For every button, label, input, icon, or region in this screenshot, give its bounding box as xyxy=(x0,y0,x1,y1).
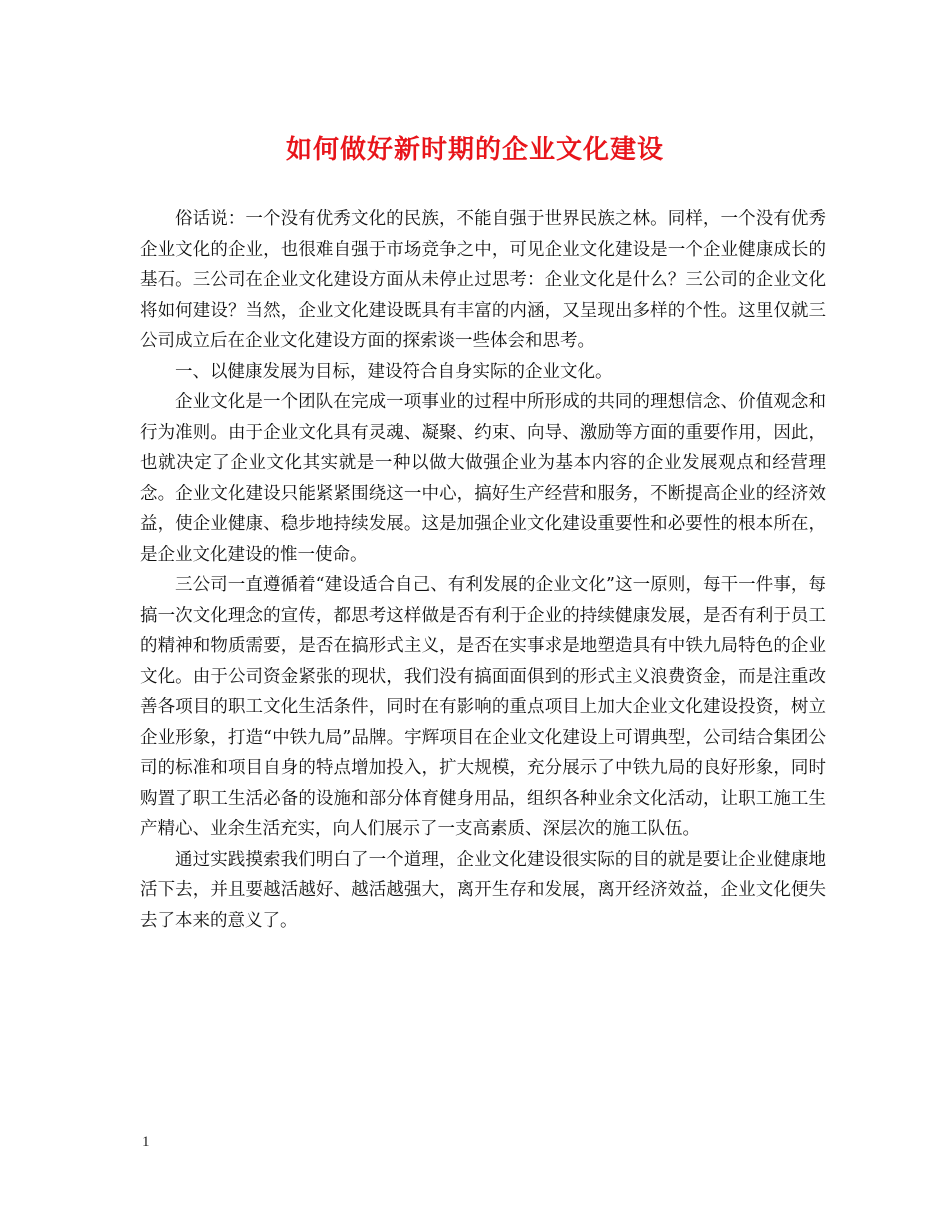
paragraph-intro: 俗话说：一个没有优秀文化的民族，不能自强于世界民族之林。同样，一个没有优秀企业文化的企业，也很难自强于市场竞争之中，可见企业文化建设是一个企业健康成长的基石。三公司在企业文化建设方面从未停止过思考：企业文化是什么？三公司的企业文化将如何建设？当然，企业文化建设既具有丰富的内涵，又呈现出多样的个性。这里仅就三公司成立后在企业文化建设方面的探索谈一些体会和思考。 xyxy=(140,209,826,351)
page-number: 1 xyxy=(142,1134,150,1150)
document-body xyxy=(140,204,826,936)
section-heading-1: 一、以健康发展为目标，建设符合自身实际的企业文化。 xyxy=(175,361,613,382)
paragraph-conclusion: 通过实践摸索我们明白了一个道理，企业文化建设很实际的目的就是要让企业健康地活下去，并且要越活越好、越活越强大，离开生存和发展，离开经济效益，企业文化便失去了本来的意义了。 xyxy=(140,849,826,931)
paragraph-practice: 三公司一直遵循着“建设适合自己、有利发展的企业文化”这一原则，每干一件事，每搞一次文化理念的宣传，都思考这样做是否有利于企业的持续健康发展，是否有利于员工的精神和物质需要，是否在搞形式主义，是否在实事求是地塑造具有中铁九局特色的企业文化。由于公司资金紧张的现状，我们没有搞面面俱到的形式主义浪费资金，而是注重改善各项目的职工文化生活条件，同时在有影响的重点项目上加大企业文化建设投资，树立企业形象，打造“中铁九局”品牌。宇辉项目在企业文化建设上可谓典型，公司结合集团公司的标准和项目自身的特点增加投入，扩大规模，充分展示了中铁九局的良好形象，同时购置了职工生活必备的设施和部分体育健身用品，组织各种业余文化活动，让职工施工生产精心、业余生活充实，向人们展示了一支高素质、深层次的施工队伍。 xyxy=(140,575,826,839)
page-title: 如何做好新时期的企业文化建设 xyxy=(285,135,664,165)
paragraph-definition: 企业文化是一个团队在完成一项事业的过程中所形成的共同的理想信念、价值观念和行为准则。由于企业文化具有灵魂、凝聚、约束、向导、激励等方面的重要作用，因此，也就决定了企业文化其实就是一种以做大做强企业为基本内容的企业发展观点和经营理念。企业文化建设只能紧紧围绕这一中心，搞好生产经营和服务，不断提高企业的经济效益，使企业健康、稳步地持续发展。这是加强企业文化建设重要性和必要性的根本所在，是企业文化建设的惟一使命。 xyxy=(140,392,826,565)
